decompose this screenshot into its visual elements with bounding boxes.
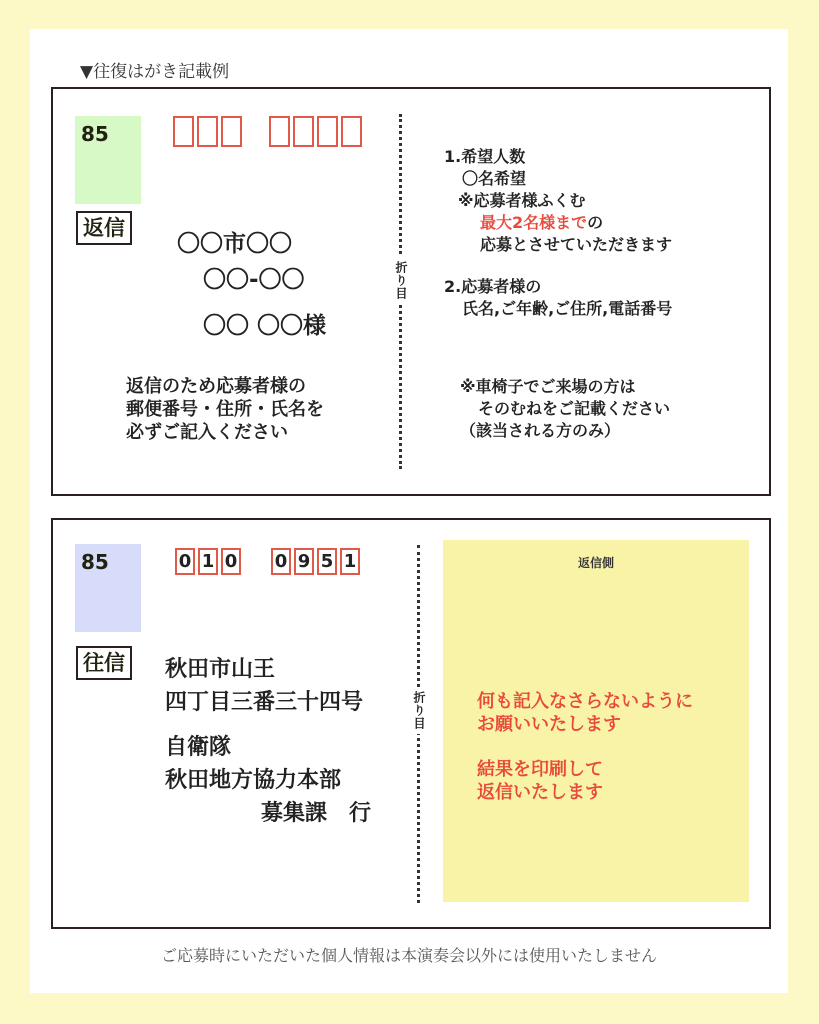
postal-code-digits [271, 548, 360, 575]
page-heading: ▼往復はがき記載例 [80, 62, 230, 82]
reply-postcard [51, 87, 771, 496]
address-line: 〇〇市〇〇 [177, 231, 292, 257]
zip-box [317, 116, 338, 147]
address-line: 〇〇-〇〇 [203, 267, 305, 293]
wheelchair-note: ※車椅子でご来場の方は そのむねをご記載ください （該当される方のみ） [460, 377, 671, 440]
instruction-text: 返信のため応募者様の 郵便番号・住所・氏名を 必ずご記入ください [126, 376, 324, 443]
reply-side-note: 何も記入なさらないように お願いいたします 結果を印刷して 返信いたします [477, 691, 693, 803]
zip-digit: 5 [317, 548, 337, 575]
reply-side-area [443, 540, 749, 902]
fold-label: 折り目 [411, 687, 428, 734]
zip-box [269, 116, 290, 147]
zip-digit: 0 [175, 548, 195, 575]
zip-digit: 0 [221, 548, 241, 575]
privacy-footer: ご応募時にいただいた個人情報は本演奏会以外には使用いたしません [160, 946, 657, 965]
zip-box [173, 116, 194, 147]
zip-digit: 0 [271, 548, 291, 575]
outgoing-postcard [51, 518, 771, 929]
stamp-area [75, 544, 141, 632]
postal-code-digits [175, 548, 241, 575]
zip-box [197, 116, 218, 147]
zip-digit: 1 [198, 548, 218, 575]
sheet [30, 29, 788, 993]
zip-digit: 1 [340, 548, 360, 575]
reply-side-label: 返信側 [577, 556, 614, 570]
postal-code-boxes [173, 116, 242, 147]
outgoing-badge: 往信 [76, 646, 132, 680]
zip-box [221, 116, 242, 147]
address-line: 〇〇 〇〇様 [203, 313, 327, 339]
zip-box [293, 116, 314, 147]
reply-badge: 返信 [76, 211, 132, 245]
stamp-area [75, 116, 141, 204]
fold-label: 折り目 [393, 257, 410, 304]
stamp-number: 85 [81, 550, 109, 574]
item1-block: 1.希望人数 〇名希望 ※応募者様ふくむ 最大2名様までの 応募とさせていただきます [444, 147, 673, 254]
stamp-number: 85 [81, 122, 109, 146]
zip-digit: 9 [294, 548, 314, 575]
item2-block: 2.応募者様の 氏名,ご年齢,ご住所,電話番号 [444, 277, 673, 318]
postal-code-boxes [269, 116, 362, 147]
recipient-address: 秋田市山王 四丁目三番三十四号 自衛隊 秋田地方協力本部 募集課 行 [165, 657, 372, 826]
zip-box [341, 116, 362, 147]
